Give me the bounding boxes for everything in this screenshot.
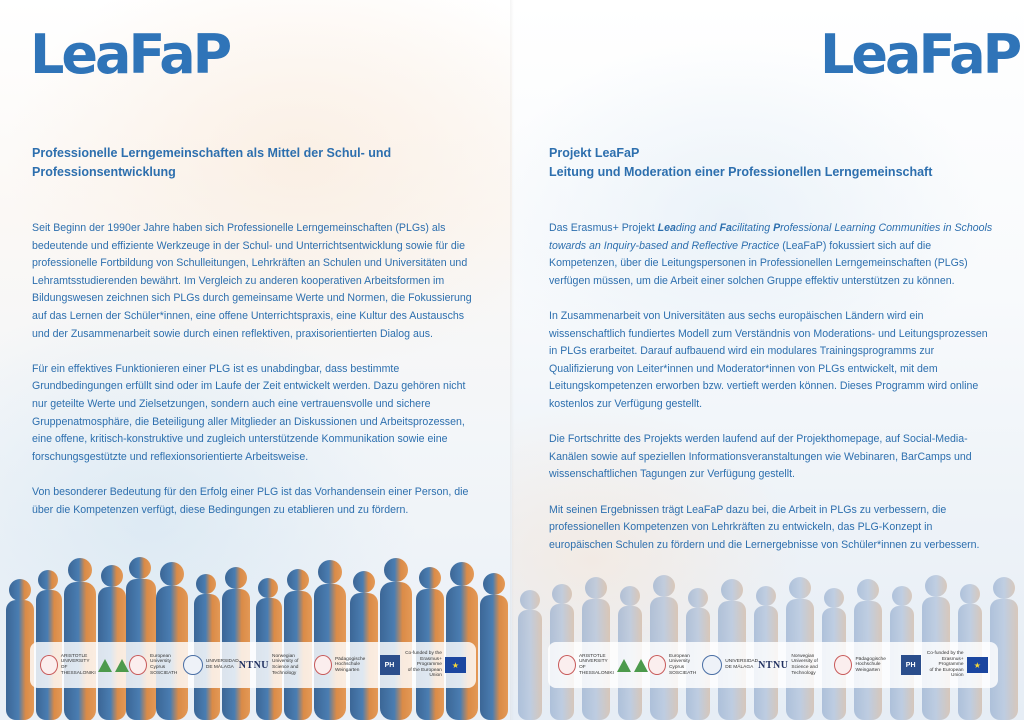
right-paragraph-4: Mit seinen Ergebnissen trägt LeaFaP dazu bei, die Arbeit in PLGs zu verbessern, die professionellen Kompetenzen von Lehrkräften zu entwickeln, das PLG-Konzept in europäischen Schulen zu fördern und die Lernergebnisse von Schüler*innen zu verbessern. bbox=[549, 503, 980, 551]
intro-prefix: Das Erasmus+ Projekt bbox=[549, 222, 658, 234]
ucc-line-1: European bbox=[668, 653, 690, 659]
malaga-logo bbox=[183, 655, 239, 675]
green-triangle-logos bbox=[617, 659, 648, 672]
eu-line-1: Co-funded by the bbox=[926, 651, 964, 657]
ph-line-1: Pädagogische bbox=[855, 656, 886, 662]
left-body bbox=[32, 220, 478, 537]
crowd-silhouette-illustration bbox=[512, 540, 1024, 720]
ph-badge: PH bbox=[380, 655, 400, 675]
ucc-line-1: European bbox=[150, 653, 171, 659]
malaga-seal-icon bbox=[183, 655, 203, 675]
malaga-logo bbox=[702, 655, 758, 675]
auth-line-2: UNIVERSITY bbox=[60, 659, 90, 665]
ntnu-logo bbox=[239, 654, 314, 676]
right-intro-paragraph bbox=[549, 220, 995, 290]
ntnu-line-2: Science and Technology bbox=[791, 665, 818, 676]
malaga-seal-icon bbox=[702, 655, 722, 675]
leafap-logo: LeaFaP bbox=[820, 23, 1020, 86]
ntnu-line-1: Norwegian University of bbox=[791, 653, 818, 665]
green-triangle-logos bbox=[98, 659, 129, 672]
ucc-line-2: University Cyprus bbox=[150, 659, 172, 670]
ucc-seal-icon bbox=[648, 655, 666, 675]
auth-logo bbox=[40, 654, 98, 676]
ph-weingarten-logo bbox=[314, 655, 379, 675]
eu-line-2: Erasmus+ Programme bbox=[938, 656, 964, 668]
right-body bbox=[549, 220, 995, 572]
eu-line-3: of the European Union bbox=[929, 667, 964, 679]
triangle-logo-icon bbox=[98, 659, 112, 672]
right-page bbox=[512, 0, 1024, 720]
ph-weingarten-logo bbox=[834, 655, 900, 675]
ntnu-wordmark: NTNU bbox=[238, 659, 270, 671]
right-heading-line-2: Leitung und Moderation einer Professionellen Lerngemeinschaft bbox=[549, 165, 933, 179]
triangle-logo-icon bbox=[634, 659, 648, 672]
eu-flag-icon: ★ bbox=[445, 657, 466, 673]
ucc-line-2: University Cyprus bbox=[668, 659, 691, 670]
page-gutter bbox=[510, 0, 514, 720]
ph-weingarten-seal-icon bbox=[314, 655, 332, 675]
auth-line-3: OF THESSALONIKI bbox=[578, 665, 614, 676]
eu-line-1: Co-funded by the bbox=[405, 651, 442, 657]
ntnu-logo bbox=[758, 654, 834, 676]
partner-logos-bar bbox=[548, 642, 998, 688]
left-paragraph-3: Von besonderer Bedeutung für den Erfolg einer PLG ist das Vorhandensein einer Person, die über die Kompetenzen verfügt, diese Bedingungen zu etablieren und zu fördern. bbox=[32, 485, 469, 516]
eu-cofunded-logo bbox=[400, 651, 466, 679]
right-heading bbox=[549, 144, 989, 182]
ntnu-wordmark: NTNU bbox=[758, 659, 789, 671]
ucc-logo bbox=[129, 654, 183, 676]
ntnu-line-1: Norwegian University of bbox=[272, 653, 299, 665]
leafap-logo: LeaFaP bbox=[30, 23, 230, 86]
auth-line-2: UNIVERSITY bbox=[578, 659, 608, 665]
ntnu-line-2: Science and Technology bbox=[272, 665, 299, 676]
right-paragraph-3: Die Fortschritte des Projekts werden laufend auf der Projekthomepage, auf Social-Media-Kanälen sowie auf speziellen Informationsveranstaltungen wie Webinaren, BarCamps und wissenschaftlichen Tagungen zur Verfügung gestellt. bbox=[549, 433, 972, 481]
ph-weingarten-seal-icon bbox=[834, 655, 852, 675]
eu-line-3: of the European Union bbox=[407, 667, 442, 679]
ucc-seal-icon bbox=[129, 655, 147, 675]
ph-line-1: Pädagogische bbox=[334, 656, 366, 662]
malaga-line-2: DE MÁLAGA bbox=[725, 665, 754, 670]
ucc-bold: SOSCIEATH bbox=[150, 670, 178, 676]
malaga-line-1: UNIVERSIDAD bbox=[205, 659, 239, 665]
auth-seal-icon bbox=[558, 655, 576, 675]
malaga-line-2: DE MÁLAGA bbox=[205, 665, 234, 670]
ph-badge: PH bbox=[901, 655, 921, 675]
crowd-silhouette-illustration bbox=[0, 540, 512, 720]
ph-badge-logo bbox=[901, 655, 921, 675]
ucc-logo bbox=[648, 654, 702, 676]
ph-badge-logo bbox=[380, 655, 400, 675]
auth-line-3: OF THESSALONIKI bbox=[60, 665, 96, 676]
left-paragraph-1: Seit Beginn der 1990er Jahre haben sich Professionelle Lerngemeinschaften (PLGs) als bedeutende und effiziente Werkzeuge in der Schul- und Unterrichtsentwicklung sowie für die professionelle Fortbildung von Schulleitungen, Lehrkräften an Schulen und Universitäten und Lehramtsstudierenden bewährt. Im Vergleich zu anderen kooperativen Arbeitsformen im Bildungswesen zeichnen sich PLGs durch gemeinsame Werte und Normen, die Fokussierung auf das Lernen der Schüler*innen, eine offene Unterrichtspraxis, eine Kultur des Austauschs und der Zusammenarbeit sowie durch einen reflektiven, praxisorientierten Dialog aus. bbox=[32, 222, 472, 340]
malaga-line-1: UNIVERSIDAD bbox=[725, 659, 759, 665]
intro-suffix: (LeaFaP) fokussiert sich auf die Kompetenzen, über die Leitungspersonen in Professionellen Lerngemeinschaften (PLGs) verfügen müssen, um die Arbeit einer solchen Gruppe effektiv unterstützen zu können. bbox=[549, 239, 968, 287]
eu-line-2: Erasmus+ Programme bbox=[416, 656, 442, 668]
eu-cofunded-logo bbox=[921, 651, 988, 679]
partner-logos-bar bbox=[30, 642, 476, 688]
triangle-logo-icon bbox=[617, 659, 631, 672]
ph-line-2: Hochschule Weingarten bbox=[855, 662, 881, 673]
triangle-logo-icon bbox=[115, 659, 129, 672]
eu-flag-icon: ★ bbox=[967, 657, 988, 673]
auth-logo bbox=[558, 654, 617, 676]
project-title: Leading and Facilitating Professional Learning Communities in Schools towards an Inquiry-based and Reflective Practice bbox=[549, 222, 993, 252]
auth-seal-icon bbox=[40, 655, 58, 675]
auth-line-1: ARISTOTLE bbox=[578, 653, 606, 659]
left-heading: Professionelle Lerngemeinschaften als Mittel der Schul- und Professionsentwicklung bbox=[32, 146, 392, 179]
right-paragraph-2: In Zusammenarbeit von Universitäten aus sechs europäischen Ländern wird ein wissenschaftlich fundiertes Modell zum Verständnis von Moderations- und Leitungsprozessen in PLGs erarbeitet. Darauf aufbauend wird ein modulares Trainingsprogramms zur Qualifizierung von Leiter*innen und Moderator*innen von PLGs entwickelt, mit dem Leitungskompetenzen erworben bzw. vertieft werden können. Dieses Programm wird online kostenlos zur Verfügung gestellt. bbox=[549, 309, 988, 410]
ph-line-2: Hochschule Weingarten bbox=[334, 662, 361, 673]
left-paragraph-2: Für ein effektives Funktionieren einer PLG ist es unabdingbar, dass bestimmte Grundbedingungen erfüllt sind oder im Laufe der Zeit entwickelt werden. Dazu gehören nicht nur geteilte Werte und Zielsetzungen, sondern auch eine vertrauensvolle und sichere Gruppenatmosphäre, die Beteiligung aller Mitglieder an Diskussionen und Arbeitsprozessen, eine offene, kritisch-konstruktive und zugleich unterstützende Kommunikation sowie eine forschungsgestützte und reflexionsorientierte Arbeitsweise. bbox=[32, 362, 466, 463]
ucc-bold: SOSCIEATH bbox=[668, 670, 697, 676]
auth-line-1: ARISTOTLE bbox=[60, 653, 88, 659]
right-heading-line-1: Projekt LeaFaP bbox=[549, 146, 640, 160]
